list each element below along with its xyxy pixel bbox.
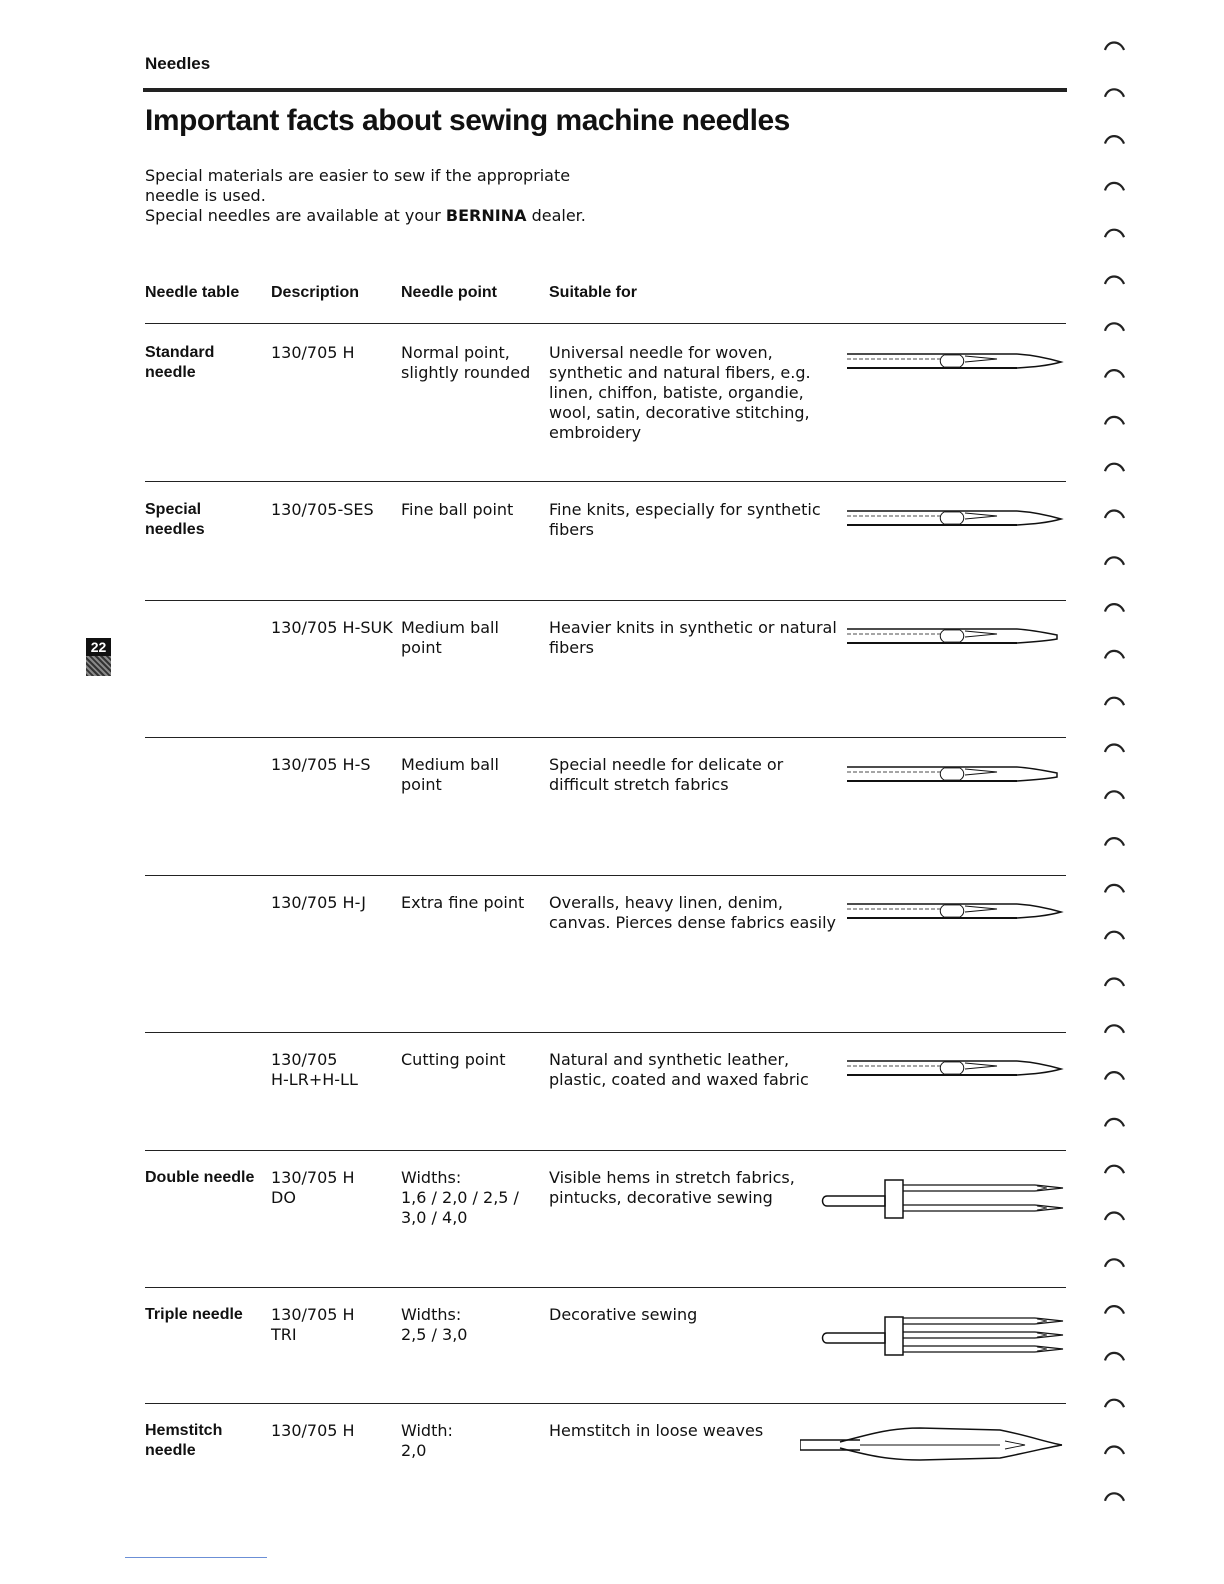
- binding-ring: [1105, 183, 1124, 191]
- binding-ring: [1105, 604, 1124, 612]
- row-6-suitable: Natural and synthetic leather, plastic, coated and waxed fabric: [549, 1050, 809, 1089]
- row-2-description: 130/705-SES: [271, 500, 374, 519]
- row-8-description: 130/705 H TRI: [271, 1305, 355, 1344]
- hemstitch-needle-icon: [800, 1424, 1066, 1466]
- row-5-description: 130/705 H-J: [271, 893, 366, 912]
- row-9-suitable: Hemstitch in loose weaves: [549, 1421, 764, 1440]
- medium-ball-point-needle-icon: [847, 625, 1065, 649]
- binding-ring: [1105, 1400, 1124, 1408]
- row-1-suitable: Universal needle for woven, synthetic and natural fibers, e.g. linen, chiffon, batiste, organdie, wool, satin, decorative stitching, embroidery: [549, 343, 811, 442]
- row-7-description: 130/705 H DO: [271, 1168, 355, 1207]
- row-7-name: Double needle: [145, 1169, 255, 1186]
- row-6-point: Cutting point: [401, 1050, 506, 1069]
- standard-needle-icon: [847, 350, 1065, 374]
- stretch-needle-icon: [847, 763, 1065, 787]
- binding-ring: [1105, 370, 1124, 378]
- table-rule: [145, 1150, 1066, 1151]
- fine-ball-point-needle-icon: [847, 507, 1065, 531]
- binding-ring: [1105, 1259, 1124, 1267]
- row-6-description: 130/705 H-LR+H-LL: [271, 1050, 358, 1089]
- binding-ring: [1105, 1353, 1124, 1361]
- binding-ring: [1105, 838, 1124, 846]
- row-1-point: Normal point, slightly rounded: [401, 343, 531, 382]
- column-header-needle-table: Needle table: [145, 284, 240, 301]
- table-rule: [145, 875, 1066, 876]
- page-number: 22: [86, 638, 111, 656]
- page-number-tab: [86, 638, 111, 676]
- row-3-suitable: Heavier knits in synthetic or natural fibers: [549, 618, 837, 657]
- jeans-needle-icon: [847, 900, 1065, 924]
- binding-ring: [1105, 89, 1124, 97]
- row-8-name: Triple needle: [145, 1306, 243, 1323]
- row-5-suitable: Overalls, heavy linen, denim, canvas. Pierces dense fabrics easily: [549, 893, 836, 932]
- leather-needle-icon: [847, 1057, 1065, 1081]
- row-2-name: Special needles: [145, 501, 205, 538]
- row-1-description: 130/705 H: [271, 343, 355, 362]
- row-2-suitable: Fine knits, especially for synthetic fibers: [549, 500, 821, 539]
- table-rule: [145, 737, 1066, 738]
- row-1-name: Standard needle: [145, 344, 215, 381]
- binding-ring: [1105, 417, 1124, 425]
- binding-ring: [1105, 230, 1124, 238]
- binding-ring: [1105, 745, 1124, 753]
- header-rule: [143, 88, 1067, 92]
- row-5-point: Extra fine point: [401, 893, 525, 912]
- column-header-description: Description: [271, 284, 360, 301]
- row-2-point: Fine ball point: [401, 500, 514, 519]
- row-7-point: Widths: 1,6 / 2,0 / 2,5 / 3,0 / 4,0: [401, 1168, 519, 1227]
- row-8-point: Widths: 2,5 / 3,0: [401, 1305, 468, 1344]
- triple-needle-icon: [815, 1307, 1067, 1361]
- row-3-point: Medium ball point: [401, 618, 499, 657]
- intro-line-3: [145, 206, 586, 226]
- page-title: Important facts about sewing machine needles: [145, 104, 790, 137]
- row-9-name: Hemstitch needle: [145, 1422, 223, 1459]
- binding-ring: [1105, 698, 1124, 706]
- row-4-point: Medium ball point: [401, 755, 499, 794]
- intro-line-3-prefix: Special needles are available at your: [145, 206, 446, 225]
- row-3-description: 130/705 H-SUK: [271, 618, 393, 637]
- binding-ring: [1105, 43, 1124, 51]
- binding-ring: [1105, 464, 1124, 472]
- bottom-line: [125, 1557, 267, 1558]
- binding-ring: [1105, 932, 1124, 940]
- row-4-suitable: Special needle for delicate or difficult stretch fabrics: [549, 755, 784, 794]
- row-7-suitable: Visible hems in stretch fabrics, pintucks, decorative sewing: [549, 1168, 795, 1207]
- binding-ring: [1105, 885, 1124, 893]
- binding-ring: [1105, 277, 1124, 285]
- intro-line-3-suffix: dealer.: [526, 206, 586, 225]
- binding-ring: [1105, 979, 1124, 987]
- binding-ring: [1105, 1072, 1124, 1080]
- binding-ring: [1105, 1213, 1124, 1221]
- double-needle-icon: [815, 1170, 1067, 1224]
- column-header-needle-point: Needle point: [401, 284, 498, 301]
- column-header-suitable-for: Suitable for: [549, 284, 638, 301]
- row-4-description: 130/705 H-S: [271, 755, 371, 774]
- table-rule: [145, 1032, 1066, 1033]
- binding-ring: [1105, 1025, 1124, 1033]
- row-8-suitable: Decorative sewing: [549, 1305, 698, 1324]
- spiral-binding: [1100, 30, 1130, 1530]
- table-rule: [145, 1287, 1066, 1288]
- running-head: Needles: [145, 54, 211, 73]
- brand-name: BERNINA: [445, 206, 527, 225]
- binding-ring: [1105, 511, 1124, 519]
- intro-line-2: needle is used.: [145, 186, 266, 205]
- binding-ring: [1105, 136, 1124, 144]
- binding-ring: [1105, 791, 1124, 799]
- table-rule: [145, 1403, 1066, 1404]
- intro-text: [145, 166, 586, 226]
- row-9-description: 130/705 H: [271, 1421, 355, 1440]
- table-rule: [145, 600, 1066, 601]
- intro-line-1: Special materials are easier to sew if the appropriate: [145, 166, 571, 185]
- row-9-point: Width: 2,0: [401, 1421, 453, 1460]
- table-rule: [145, 323, 1066, 324]
- binding-ring: [1105, 651, 1124, 659]
- binding-ring: [1105, 1447, 1124, 1455]
- binding-ring: [1105, 323, 1124, 331]
- binding-ring: [1105, 1166, 1124, 1174]
- binding-ring: [1105, 1119, 1124, 1127]
- binding-ring: [1105, 1306, 1124, 1314]
- binding-ring: [1105, 1493, 1124, 1501]
- binding-ring: [1105, 557, 1124, 565]
- table-rule: [145, 481, 1066, 482]
